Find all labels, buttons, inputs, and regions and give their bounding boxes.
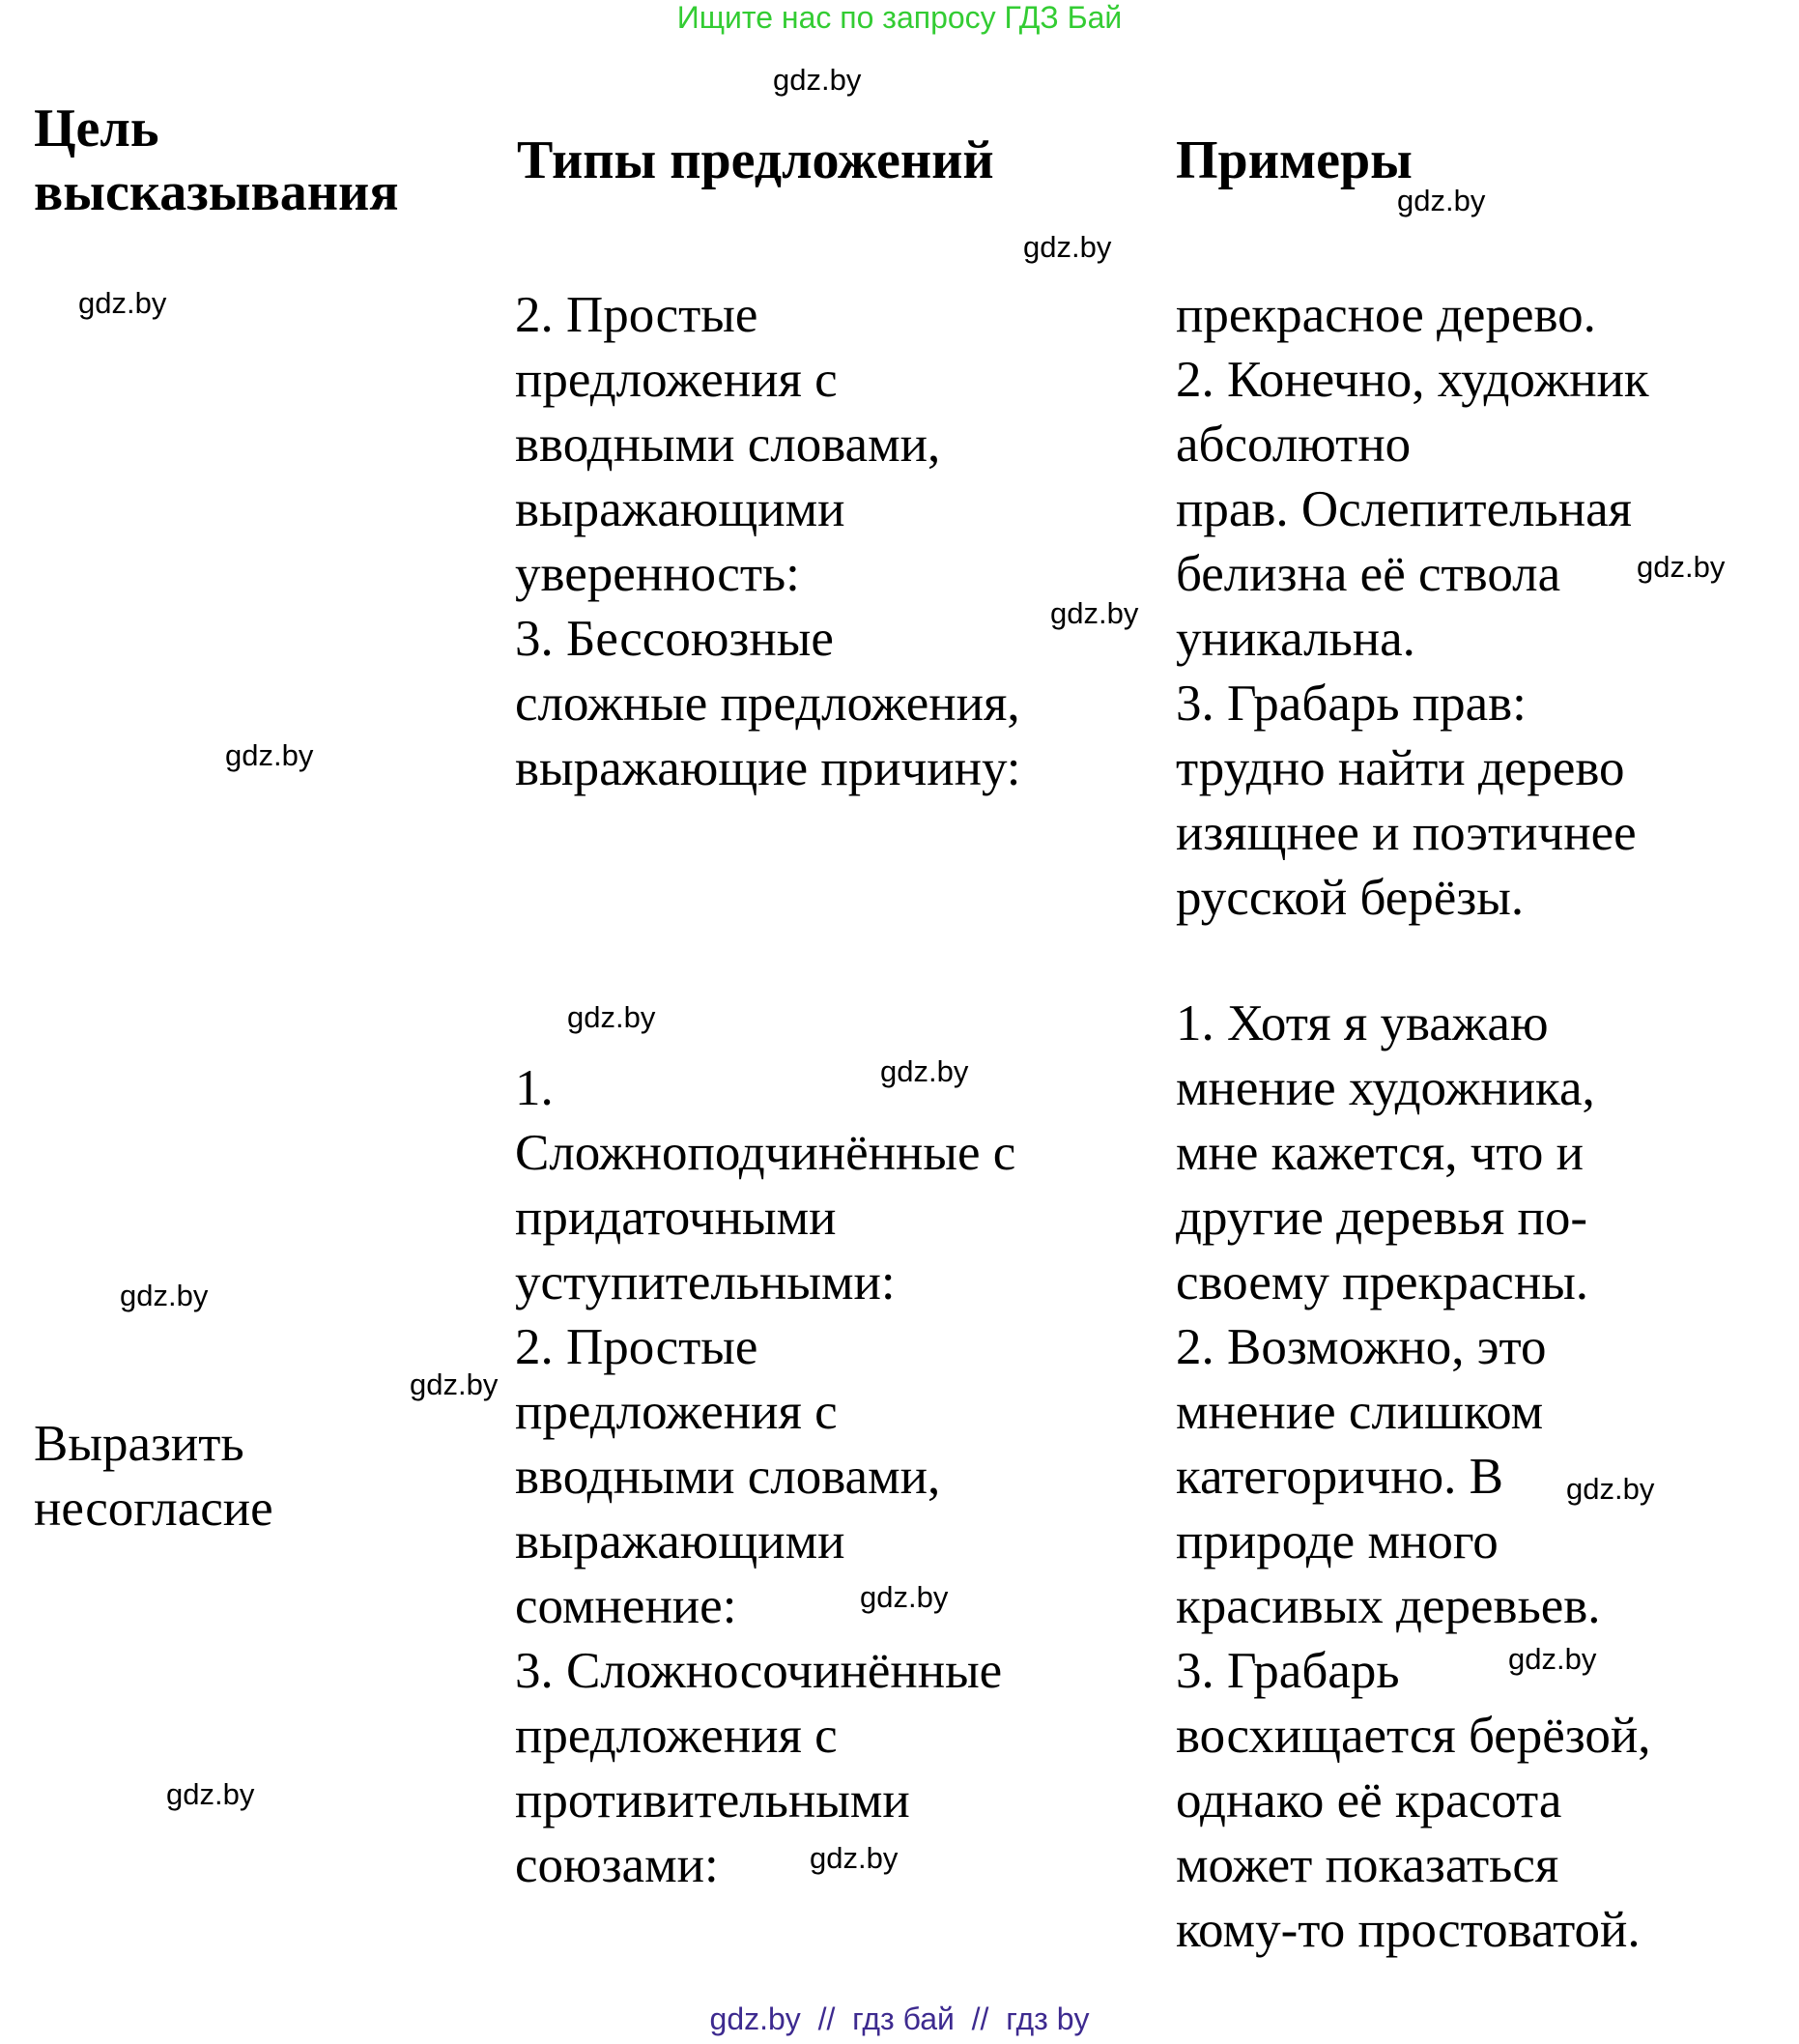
row2-types-line: предложения с [515,1384,838,1440]
watermark: gdz.by [78,286,167,320]
footer-links: gdz.by // гдз бай // гдз by [709,2001,1090,2036]
row2-examples-line: мне кажется, что и [1176,1125,1585,1181]
header-goal-line-2: высказывания [34,162,399,222]
watermark: gdz.by [1397,184,1486,217]
row1-examples-line: прекрасное дерево. [1176,287,1596,343]
top-banner: Ищите нас по запросу ГДЗ Бай [676,0,1123,35]
row2-examples-line: кому-то простоватой. [1176,1902,1641,1958]
row2-types-line: противительными [515,1772,910,1828]
row1-types-cell [515,283,1020,801]
header-types: Типы предложений [517,130,994,190]
row2-examples-line: мнение слишком [1176,1384,1544,1440]
row1-examples-line: белизна её ствола [1176,546,1561,602]
row2-types-line: 1. [515,1060,554,1116]
row2-examples-line: может показаться [1176,1837,1559,1893]
row2-examples-line: красивых деревьев. [1176,1578,1601,1634]
watermark: gdz.by [1023,230,1112,264]
watermark: gdz.by [860,1580,949,1614]
row1-examples-line: трудно найти дерево [1176,740,1625,796]
row1-examples-line: прав. Ослепительная [1176,481,1632,537]
row1-examples-cell [1176,283,1649,931]
watermark: gdz.by [166,1777,255,1811]
row1-types-line: выражающими [515,481,845,537]
watermark: gdz.by [880,1054,969,1088]
row1-examples-line: абсолютно [1176,417,1412,473]
row2-examples-line: 3. Грабарь [1176,1643,1400,1699]
row2-types-line: союзами: [515,1837,719,1893]
row1-examples-line: 3. Грабарь прав: [1176,676,1527,732]
row2-examples-line: однако её красота [1176,1772,1562,1828]
row2-examples-line: другие деревья по- [1176,1190,1587,1246]
watermark: gdz.by [567,1000,656,1034]
row2-types-line: выражающими [515,1513,845,1569]
row2-examples-line: восхищается берёзой, [1176,1708,1651,1764]
row2-types-line: уступительными: [515,1254,896,1310]
row2-types-cell [515,1056,1015,1898]
row2-goal-line: Выразить [34,1416,244,1472]
row1-examples-line: уникальна. [1176,611,1415,667]
watermark: gdz.by [410,1367,499,1401]
row2-examples-line: своему прекрасны. [1176,1254,1589,1310]
header-goal-line-1: Цель [34,99,159,158]
watermark: gdz.by [1508,1642,1597,1676]
row2-types-line: 3. Сложносочинённые [515,1643,1003,1699]
row2-examples-line: 1. Хотя я уважаю [1176,995,1549,1051]
header-examples: Примеры [1176,130,1413,190]
row1-types-line: выражающие причину: [515,740,1021,796]
row2-types-line: Сложноподчинённые с [515,1125,1016,1181]
row1-types-line: вводными словами, [515,417,941,473]
watermark: gdz.by [225,738,314,772]
row1-types-line: сложные предложения, [515,676,1020,732]
row2-types-line: сомнение: [515,1578,737,1634]
row1-types-line: 3. Бессоюзные [515,611,834,667]
row2-types-line: 2. Простые [515,1319,758,1375]
row1-examples-line: изящнее и поэтичнее [1176,805,1637,861]
row2-examples-line: мнение художника, [1176,1060,1595,1116]
row2-examples-line: 2. Возможно, это [1176,1319,1547,1375]
row1-examples-line: 2. Конечно, художник [1176,352,1649,408]
row2-types-line: придаточными [515,1190,837,1246]
row1-types-line: уверенность: [515,546,800,602]
row1-types-line: 2. Простые [515,287,758,343]
watermark: gdz.by [773,63,862,97]
row2-examples-line: природе много [1176,1513,1499,1569]
watermark: gdz.by [1566,1472,1655,1506]
row2-goal-cell [34,1412,273,1541]
row1-types-line: предложения с [515,352,838,408]
row1-examples-line: русской берёзы. [1176,870,1525,926]
header-goal [34,97,399,224]
row2-examples-line: категорично. В [1176,1449,1503,1505]
watermark: gdz.by [120,1279,209,1312]
watermark: gdz.by [1050,596,1139,630]
row2-goal-line: несогласие [34,1481,273,1537]
row2-types-line: предложения с [515,1708,838,1764]
watermark: gdz.by [810,1841,899,1875]
row2-types-line: вводными словами, [515,1449,941,1505]
watermark: gdz.by [1637,550,1726,584]
